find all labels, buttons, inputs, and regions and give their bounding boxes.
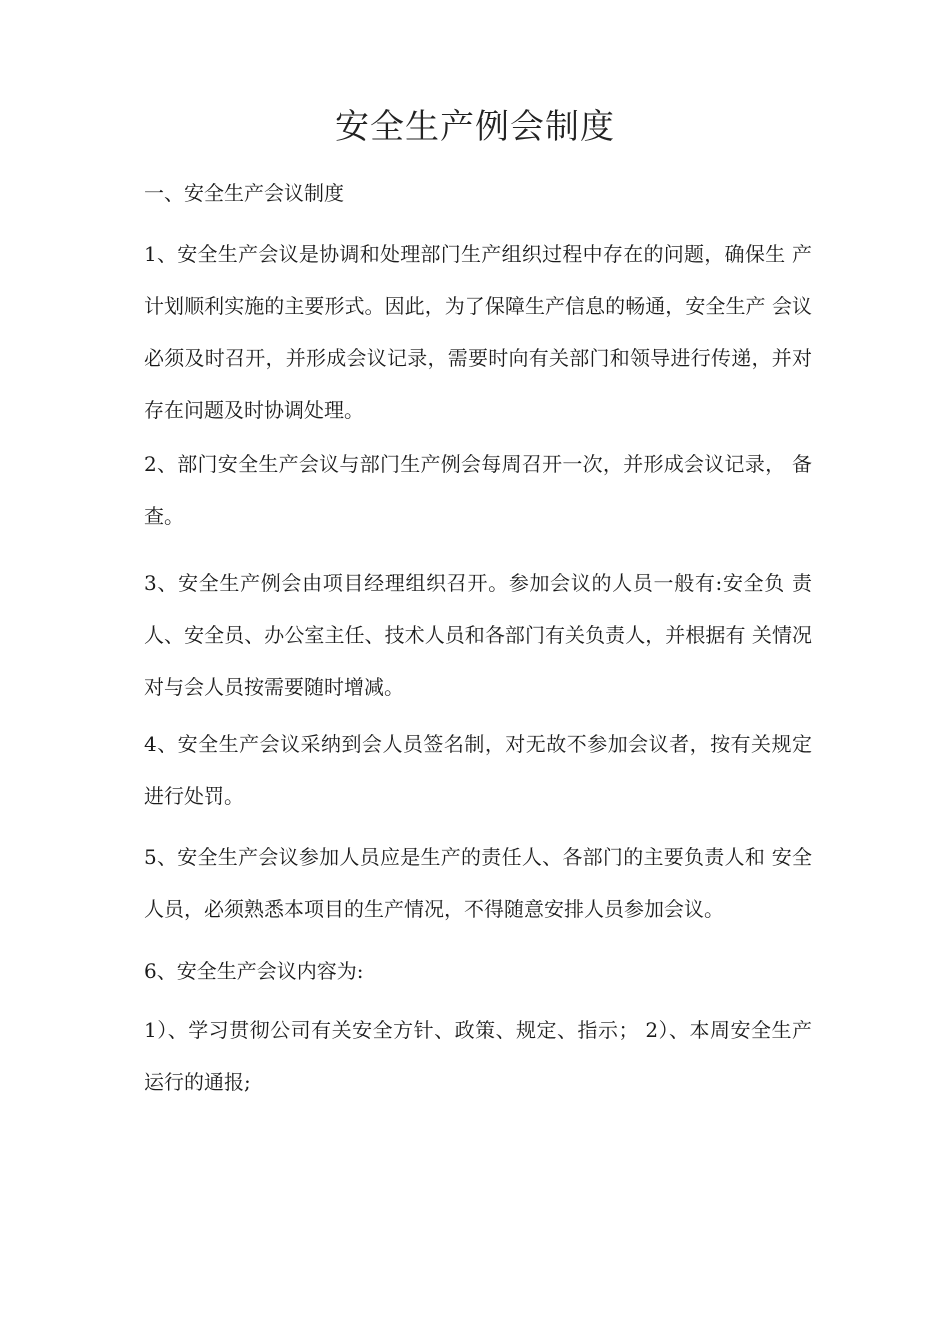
paragraph-6: 6、安全生产会议内容为: bbox=[144, 959, 364, 983]
section-heading: 一、安全生产会议制度 bbox=[144, 181, 344, 205]
paragraph-1: 1、安全生产会议是协调和处理部门生产组织过程中存在的问题，确保生 产计划顺利实施的主要形式。因此，为了保障生产信息的畅通，安全生产 会议必须及时召开，并形成会议记录，需要时向有关部门和领导进行传递，并对存在问题及时协调处理。 bbox=[144, 242, 812, 422]
paragraph-2: 2、部门安全生产会议与部门生产例会每周召开一次，并形成会议记录， 备查。 bbox=[144, 452, 812, 528]
paragraph-3: 3、安全生产例会由项目经理组织召开。参加会议的人员一般有:安全负 责人、安全员、办公室主任、技术人员和各部门有关负责人，并根据有 关情况对与会人员按需要随时增减。 bbox=[144, 571, 812, 699]
paragraph-4: 4、安全生产会议采纳到会人员签名制，对无故不参加会议者，按有关规定进行处罚。 bbox=[144, 732, 812, 808]
document-title: 安全生产例会制度 bbox=[335, 107, 615, 147]
paragraph-5: 5、安全生产会议参加人员应是生产的责任人、各部门的主要负责人和 安全人员，必须熟悉本项目的生产情况，不得随意安排人员参加会议。 bbox=[144, 845, 812, 921]
paragraph-7: 1）、学习贯彻公司有关安全方针、政策、规定、指示； 2）、本周安全生产运行的通报; bbox=[144, 1018, 812, 1094]
